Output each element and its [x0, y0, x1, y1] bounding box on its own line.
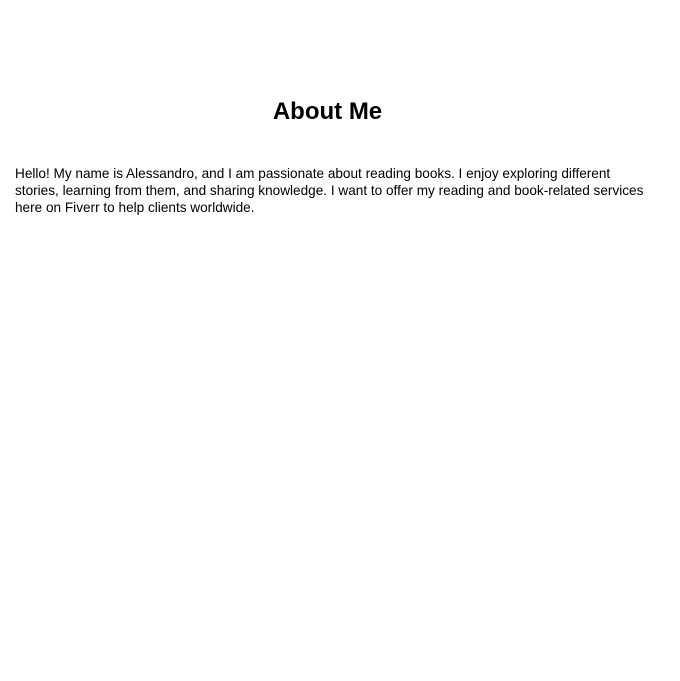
page-title: About Me — [272, 98, 383, 125]
about-paragraph: Hello! My name is Alessandro, and I am passionate about reading books. I enjoy exploring different stories, learning from them, and sharing knowledge. I want to offer my reading and book-related services here on Fiverr to help clients worldwide. — [15, 166, 644, 215]
